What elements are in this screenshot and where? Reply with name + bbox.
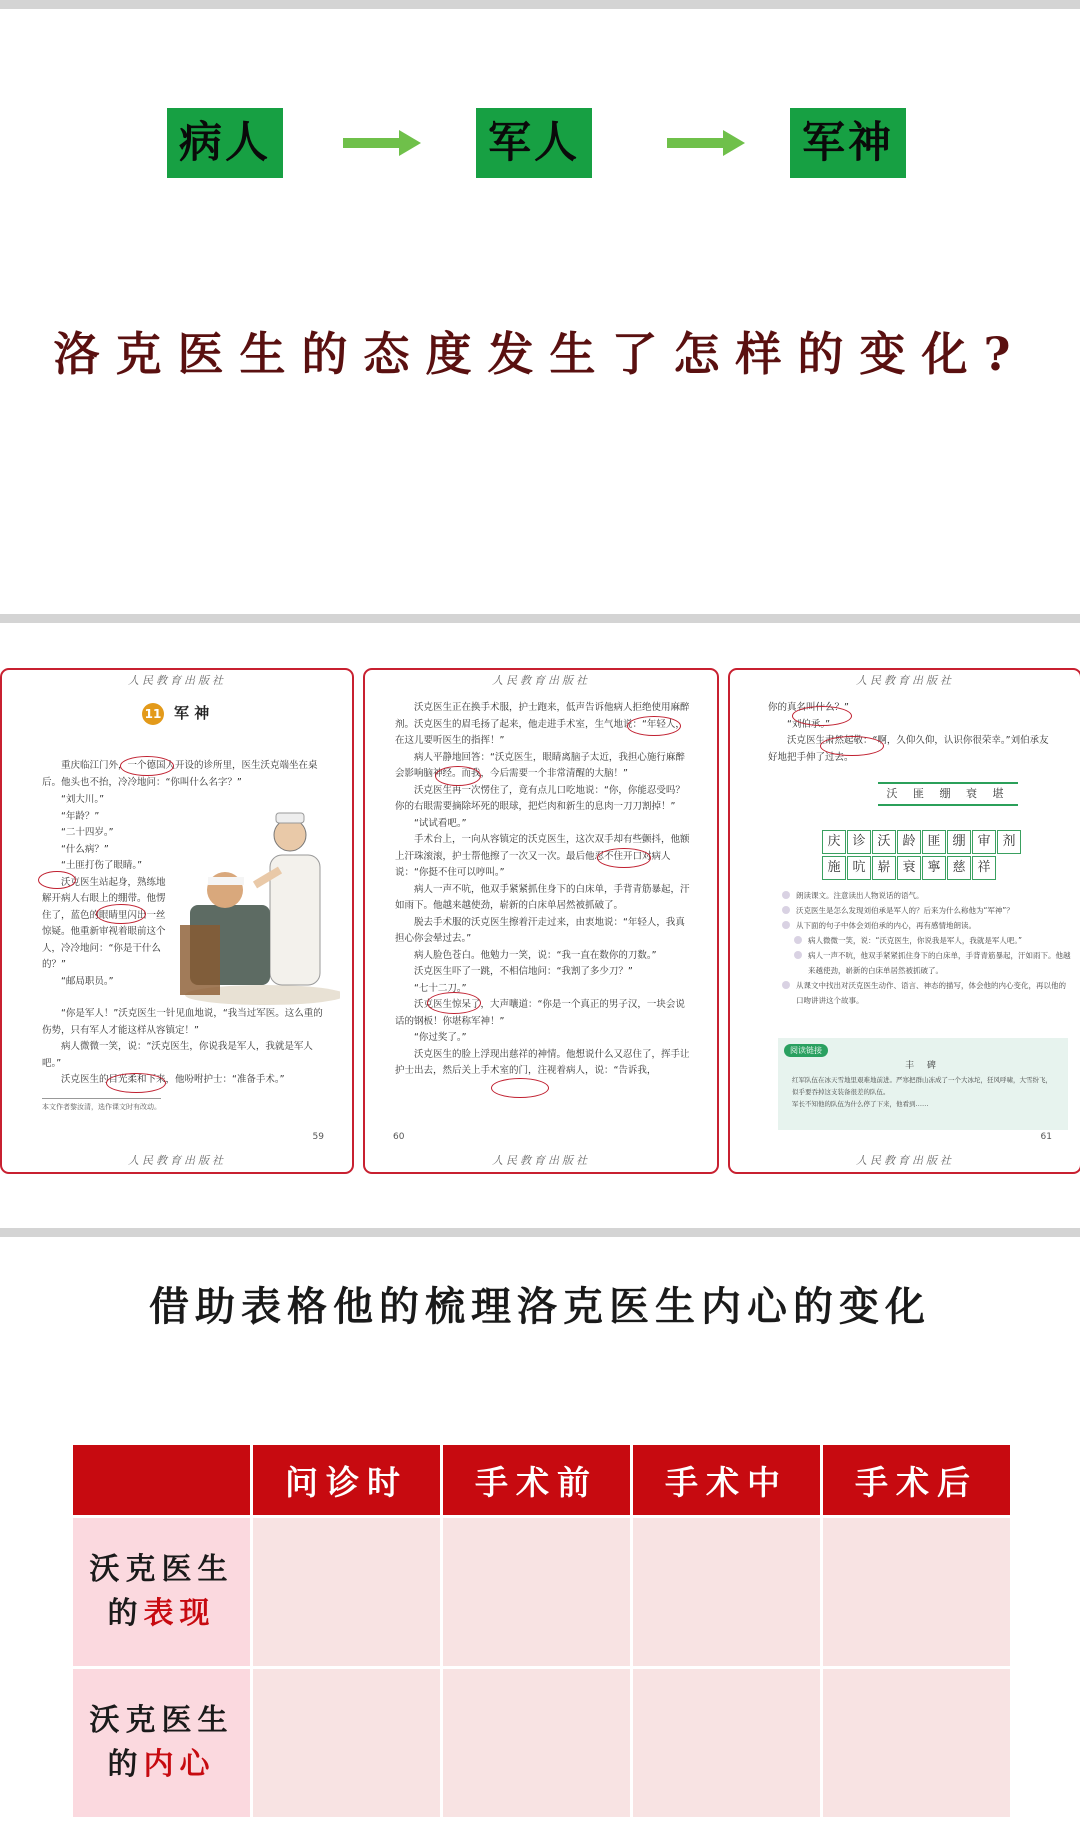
exercise-item: 病人一声不吭，他双手紧紧抓住身下的白床单，手背青筋暴起，汗如雨下。他越来越使劲，崭新的白床单居然被抓破了。 — [794, 948, 1072, 978]
table-cell-empty[interactable] — [632, 1668, 822, 1819]
row-header-prefix: 的 — [107, 1596, 144, 1631]
row-header-line: 沃克医生 — [89, 1552, 234, 1587]
table-cell-empty[interactable] — [632, 1517, 822, 1668]
character-cell: 吭 — [847, 856, 871, 880]
lesson-text — [395, 700, 690, 1080]
publisher-header: 人民教育出版社 — [492, 674, 590, 687]
reading-paragraph: 军长不知他的队伍为什么停了下来，他看到…… — [792, 1100, 929, 1108]
annotation-circle — [120, 756, 174, 776]
paragraph: “你过奖了。” — [414, 1032, 467, 1043]
annotation-circle — [38, 871, 76, 889]
row-header-prefix: 的 — [107, 1747, 144, 1782]
character-cell: 审 — [972, 830, 996, 854]
paragraph: 沃克医生吓了一跳，不相信地问：“我割了多少刀？” — [414, 966, 633, 977]
lesson-title-text: 军 神 — [174, 704, 210, 722]
row-header-line — [73, 1743, 250, 1787]
row-header-line — [73, 1592, 250, 1636]
table-row-behavior — [72, 1517, 1012, 1668]
right-arrow-icon — [343, 128, 423, 158]
flow-step-patient: 病人 — [167, 108, 283, 178]
flow-step-war-god: 军神 — [790, 108, 906, 178]
paragraph: 病人平静地回答：“沃克医生，眼睛离脑子太近，我担心施行麻醉会影响脑神经。而我，今后需要一个非常清醒的大脑！” — [395, 751, 685, 779]
paragraph: “邮局职员。” — [61, 975, 114, 987]
paragraph: “什么病？” — [61, 843, 109, 855]
reading-link-tag: 阅读链接 — [784, 1044, 828, 1057]
annotation-circle — [597, 848, 651, 868]
paragraph: 病人脸色苍白。他勉力一笑，说：“我一直在数你的刀数。” — [414, 949, 657, 961]
table-header-row — [72, 1444, 1012, 1517]
reading-body — [792, 1074, 1058, 1110]
exercise-questions — [782, 888, 1072, 1008]
analysis-table — [70, 1442, 1013, 1820]
publisher-footer: 人民教育出版社 — [128, 1154, 226, 1167]
publisher-header: 人民教育出版社 — [128, 674, 226, 687]
annotation-circle — [820, 736, 884, 756]
publisher-footer: 人民教育出版社 — [492, 1154, 590, 1167]
exercise-item: 病人微微一笑，说：“沃克医生，你说我是军人，我就是军人吧。” — [794, 933, 1072, 948]
annotation-circle — [435, 766, 481, 786]
paragraph: “二十四岁。” — [61, 827, 114, 838]
character-row — [822, 856, 1022, 882]
reading-title: 丰 碑 — [905, 1061, 941, 1071]
column-header: 手术中 — [632, 1444, 822, 1517]
textbook-page-60 — [363, 668, 719, 1174]
top-divider — [0, 0, 1080, 9]
row-header-behavior — [72, 1517, 252, 1668]
exercise-item: 沃克医生是怎么发现刘伯承是军人的？后来为什么称他为“军神”？ — [782, 903, 1072, 918]
footnote: 本文作者黎汝清，选作课文时有改动。 — [42, 1098, 161, 1112]
table-cell-empty[interactable] — [442, 1668, 632, 1819]
exercise-item: 朗读课文。注意读出人物说话的语气。 — [782, 888, 1072, 903]
paragraph: 沃克医生的脸上浮现出慈祥的神情。他想说什么又忍住了，挥手让护士出去，然后关上手术室的门，注视着病人，说：“告诉我， — [395, 1048, 690, 1076]
right-arrow-icon — [667, 128, 747, 158]
column-header: 手术前 — [442, 1444, 632, 1517]
paragraph: “刘大川。” — [61, 794, 105, 805]
annotation-circle — [106, 1073, 166, 1093]
annotation-circle — [427, 992, 481, 1014]
table-cell-empty[interactable] — [252, 1668, 442, 1819]
paragraph: “土匪打伤了眼睛。” — [61, 860, 143, 871]
paragraph: 病人微微一笑，说：“沃克医生，你说我是军人，我就是军人吧。” — [42, 1041, 313, 1069]
paragraph: 沃克医生的目光柔和下来，他吩咐护士：“准备手术。” — [61, 1074, 285, 1085]
table-cell-empty[interactable] — [822, 1517, 1012, 1668]
paragraph: “年龄？” — [61, 810, 100, 822]
column-header: 问诊时 — [252, 1444, 442, 1517]
publisher-footer: 人民教育出版社 — [856, 1154, 954, 1167]
paragraph: 沃克医生惊呆了，大声嚷道：“你是一个真正的男子汉，一块会说话的钢板！你堪称军神！” — [395, 999, 685, 1027]
reading-paragraph: 红军队伍在冰天雪地里艰难地前进。严寒把群山冻成了一个大冰坨，狂风呼啸，大雪纷飞，似乎要吞掉这支装备很差的队伍。 — [792, 1076, 1052, 1096]
character-cell: 祥 — [972, 856, 996, 880]
paragraph: 沃克医生正在换手术服，护士跑来，低声告诉他病人拒绝使用麻醉剂。沃克医生的眉毛扬了起来，他走进手术室，生气地说：“年轻人，在这儿要听医生的指挥！” — [395, 702, 690, 746]
paragraph: “七十二刀。” — [414, 982, 467, 994]
annotation-circle — [491, 1078, 549, 1098]
paragraph: 病人一声不吭，他双手紧紧抓住身下的白床单，手背青筋暴起，汗如雨下。他越来越使劲，崭新的白床单居然被抓破了。 — [395, 883, 690, 911]
page-number: 59 — [312, 1132, 324, 1142]
paragraph: “刘伯承。” — [787, 718, 831, 730]
character-row — [822, 830, 1022, 856]
paragraph: “你是军人！”沃克医生一针见血地说，“我当过军医。这么重的伤势，只有军人才能这样从容镇定！” — [42, 1008, 323, 1036]
lesson-text-intro — [42, 758, 327, 791]
table-cell-empty[interactable] — [822, 1668, 1012, 1819]
character-cell: 龄 — [897, 830, 921, 854]
table-corner-cell — [72, 1444, 252, 1517]
lesson-number-badge: 11 — [142, 703, 164, 725]
paragraph: 沃克医生肃然起敬：“啊，久仰久仰，认识你很荣幸。”刘伯承友好地把手伸了过去。 — [768, 735, 1049, 763]
paragraph: 重庆临江门外，一个德国人开设的诊所里，医生沃克端坐在桌后。他头也不抬，冷冷地问：“你叫什么名字？” — [42, 760, 318, 788]
page-number: 60 — [393, 1132, 405, 1142]
exercise-item: 从下面的句子中体会刘伯承的内心，再有感情地朗读。 — [782, 918, 1072, 933]
table-cell-empty[interactable] — [252, 1517, 442, 1668]
table-row-inner-thoughts — [72, 1668, 1012, 1819]
section-divider — [0, 614, 1080, 623]
column-header: 手术后 — [822, 1444, 1012, 1517]
lesson-text-left-column — [42, 792, 166, 990]
character-cell: 施 — [822, 856, 846, 880]
row-header-highlight: 表现 — [143, 1596, 216, 1631]
question-attitude-change: 洛克医生的态度发生了怎样的变化? — [53, 327, 1027, 381]
section-divider — [0, 1228, 1080, 1237]
paragraph: “试试看吧。” — [414, 817, 467, 829]
character-cell: 慈 — [947, 856, 971, 880]
paragraph: 脱去手术服的沃克医生擦着汗走过来，由衷地说：“年轻人，我真担心你会晕过去。” — [395, 916, 685, 944]
character-cell: 衰 — [897, 856, 921, 880]
paragraph: 你的真名叫什么？” — [768, 702, 849, 713]
row-header-inner — [72, 1668, 252, 1819]
row-header-line: 沃克医生 — [89, 1703, 234, 1738]
doctor-patient-illustration — [170, 795, 340, 1005]
exercise-item: 从课文中找出对沃克医生动作、语言、神态的描写，体会他的内心变化，再以他的口吻讲讲这个故事。 — [782, 978, 1072, 1008]
character-cell: 诊 — [847, 830, 871, 854]
annotation-circle — [627, 716, 681, 736]
task-instruction: 借助表格他的梳理洛克医生内心的变化 — [149, 1283, 931, 1330]
textbook-page-59 — [0, 668, 354, 1174]
character-cell: 庆 — [822, 830, 846, 854]
annotation-circle — [96, 904, 146, 924]
paragraph: 手术台上，一向从容镇定的沃克医生，这次双手却有些颤抖，他额上汗珠滚滚，护士帮他擦了一次又一次。最后他忍不住开口对病人说：“你挺不住可以哼叫。” — [395, 834, 690, 878]
transformation-flow — [0, 108, 1080, 180]
lesson-title — [142, 702, 209, 725]
character-cell: 寧 — [922, 856, 946, 880]
lesson-text-bottom — [42, 1006, 327, 1089]
word-list-box: 沃 匪 绷 衰 堪 — [878, 782, 1018, 806]
paragraph: 沃克医生再一次愣住了，竟有点儿口吃地说：“你，你能忍受吗？你的右眼需要摘除坏死的眼球，把烂肉和新生的息肉一刀刀割掉！” — [395, 784, 685, 812]
annotation-circle — [792, 706, 852, 726]
row-header-highlight: 内心 — [143, 1747, 216, 1782]
page-number: 61 — [1040, 1132, 1052, 1142]
paragraph: 沃克医生站起身，熟练地解开病人右眼上的绷带。他愣住了，蓝色的眼睛里闪出一丝惊疑。他重新审视着眼前这个人，冷冷地问：“你是干什么的？” — [42, 876, 166, 970]
character-grid — [822, 830, 1022, 882]
textbook-page-61 — [728, 668, 1080, 1174]
character-cell: 绷 — [947, 830, 971, 854]
reading-link-box — [778, 1038, 1068, 1130]
table-cell-empty[interactable] — [442, 1517, 632, 1668]
character-cell: 崭 — [872, 856, 896, 880]
character-cell: 沃 — [872, 830, 896, 854]
character-cell: 剂 — [997, 830, 1021, 854]
publisher-header: 人民教育出版社 — [856, 674, 954, 687]
character-cell: 匪 — [922, 830, 946, 854]
flow-step-soldier: 军人 — [476, 108, 592, 178]
